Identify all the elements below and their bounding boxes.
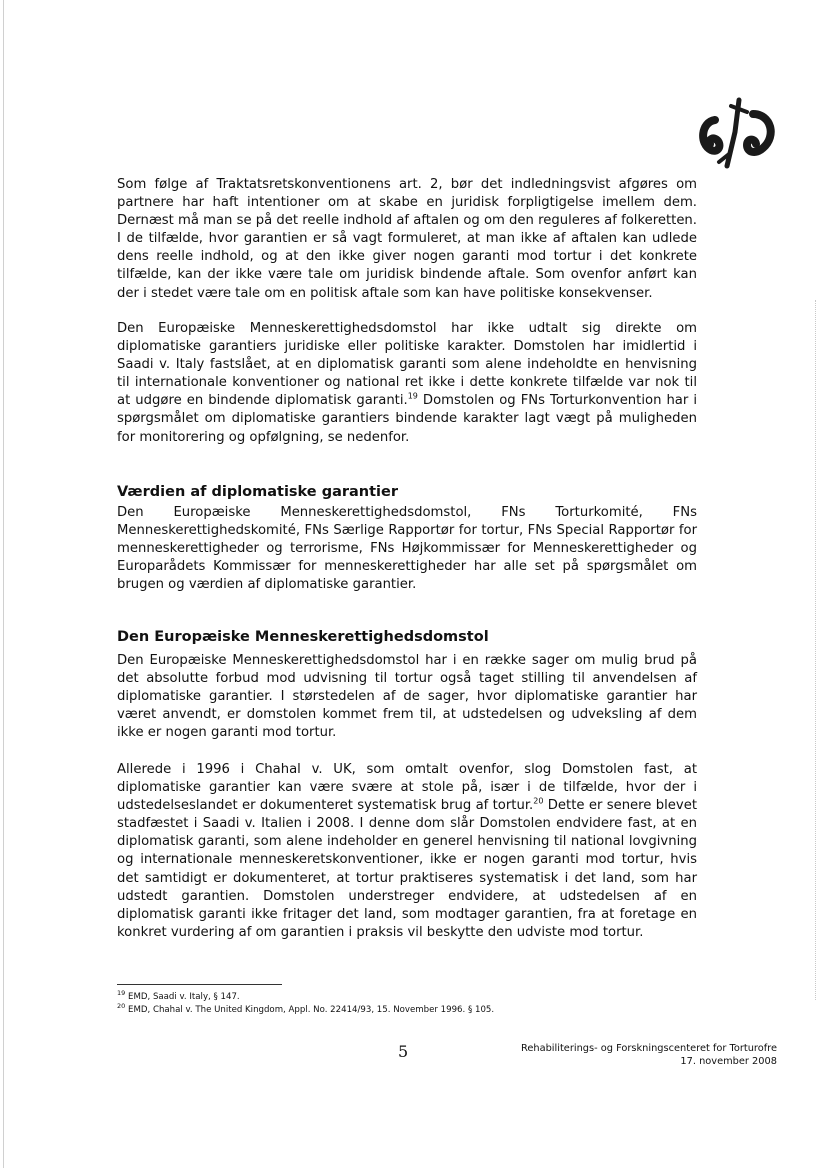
footnote-separator bbox=[117, 984, 282, 985]
footnote-number: 20 bbox=[117, 1002, 126, 1011]
paragraph-chahal-text-a: Allerede i 1996 i Chahal v. UK, som omtalt ovenfor, slog Domstolen fast, at diplomatiske garantier kan være svære at stole på, især i de tilfælde, hvor der i udstedelseslandet er dokumenteret systematisk brug af tortur. bbox=[117, 762, 697, 814]
paragraph-chahal bbox=[117, 761, 697, 942]
footnote-number: 19 bbox=[117, 989, 126, 998]
paragraph-treaty-law: Som følge af Traktatsretskonventionens art. 2, bør det indledningsvist afgøres om partnere har haft intentioner om at skabe en juridisk forpligtigelse imellem dem. Dernæst må man se på det reelle indhold af aftalen og om den reguleres af folkeretten. I de tilfælde, hvor garantien er så vagt formuleret, at man ikke af aftalen kan udlede dens reelle indhold, og at den ikke giver nogen garanti mod tortur i det konkrete tilfælde, kan der ikke være tale om juridisk bindende aftale. Som ovenfor anført kan der i stedet være tale om en politisk aftale som kan have politiske konsekvenser. bbox=[117, 177, 697, 301]
heading-value-of-guarantees: Værdien af diplomatiske garantier bbox=[117, 484, 399, 500]
paragraph-echr-cases: Den Europæiske Menneskerettighedsdomstol har i en række sager om mulig brud på det absolutte forbud mod udvisning til tortur også taget stilling til anvendelsen af diplomatiske garantier. I størstedelen af de sager, hvor diplomatiske garantier har været anvendt, er domstolen kommet frem til, at udstedelsen og udveksling af dem ikke er nogen garanti mod tortur. bbox=[117, 653, 697, 741]
paragraph-saadi-v-italy bbox=[117, 320, 697, 447]
footer-organization: Rehabiliterings- og Forskningscenteret for Torturofre bbox=[520, 1043, 777, 1054]
paragraph-saadi-text-b: Domstolen og FNs Torturkonvention har i spørgsmålet om diplomatiske garantiers bindende karakter lagt vægt på muligheden for monitorering og opfølgning, se nedenfor. bbox=[117, 393, 697, 445]
rct-logo-icon bbox=[695, 92, 775, 172]
footer-date: 17. november 2008 bbox=[680, 1056, 777, 1067]
footnote-19 bbox=[117, 991, 240, 1003]
paragraph-saadi-text-a: Den Europæiske Menneskerettighedsdomstol har ikke udtalt sig direkte om diplomatiske garantiers juridiske eller politiske karakter. Domstolen har imidlertid i Saadi v. Italy fastslået, at en diplomatisk garanti som alene indeholdte en henvisning til internationale konventioner og national ret ikke i dette konkrete tilfælde var nok til at udgøre en bindende diplomatisk garanti. bbox=[117, 321, 697, 409]
scan-edge-right bbox=[815, 300, 817, 1000]
page-number: 5 bbox=[398, 1042, 409, 1061]
footnote-ref-20[interactable]: 20 bbox=[533, 796, 544, 806]
paragraph-institutions: Den Europæiske Menneskerettighedsdomstol, FNs Torturkomité, FNs Menneskerettighedskomité, FNs Særlige Rapportør for tortur, FNs Special Rapportør for menneskerettigheder og terrorisme, FNs Højkommissær for Menneskerettigheder og Europarådets Kommissær for menneskerettigheder har alle set på spørgsmålet om brugen og værdien af diplomatiske garantier. bbox=[117, 505, 697, 593]
footnote-20 bbox=[117, 1004, 494, 1016]
heading-echr: Den Europæiske Menneskerettighedsdomstol bbox=[117, 629, 489, 645]
footnote-text: EMD, Chahal v. The United Kingdom, Appl. No. 22414/93, 15. November 1996. § 105. bbox=[128, 1005, 495, 1015]
footnote-ref-19[interactable]: 19 bbox=[407, 391, 418, 401]
footnote-text: EMD, Saadi v. Italy, § 147. bbox=[128, 992, 240, 1002]
paragraph-chahal-text-b: Dette er senere blevet stadfæstet i Saadi v. Italien i 2008. I denne dom slår Domstolen endvidere fast, at en diplomatisk garanti, som alene indeholder en generel henvisning til national lovgivning og internationale menneskeretskonventioner, ikke er nogen garanti mod tortur, hvis det samtidigt er dokumenteret, at tortur praktiseres systematisk i det land, som har udstedt garantien. Domstolen understreger endvidere, at udstedelsen af en diplomatisk garanti ikke fritager det land, som modtager garantien, fra at foretage en konkret vurdering af om garantien i praksis vil beskytte den udviste mod tortur. bbox=[117, 798, 697, 940]
scan-edge-left bbox=[3, 0, 4, 1168]
